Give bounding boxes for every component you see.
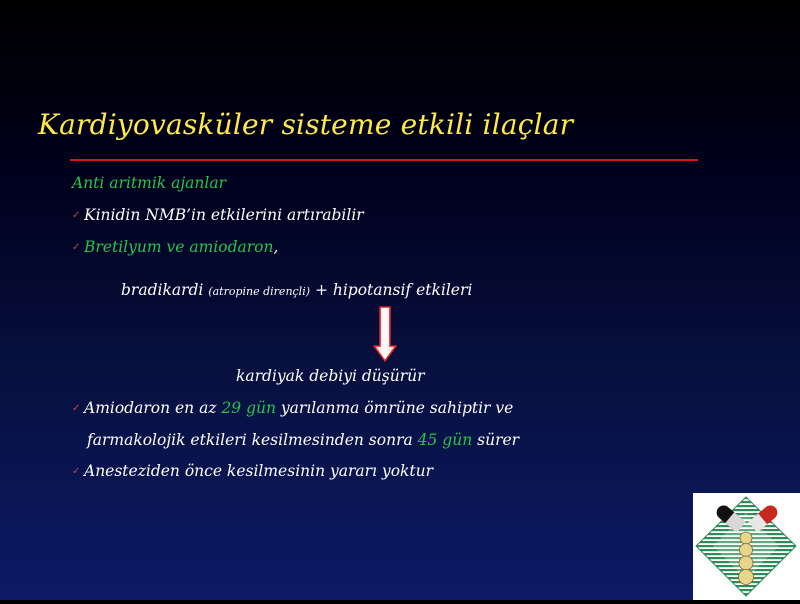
effect-small: (atropine dirençli) xyxy=(208,285,311,298)
effect-main: bradikardi xyxy=(121,281,209,299)
bullet-3-c: farmakolojik etkileri kesilmesinden sonra xyxy=(87,431,418,449)
bullet-3 xyxy=(72,399,513,417)
subheading: Anti aritmik ajanlar xyxy=(72,174,226,192)
bullet-4 xyxy=(72,462,433,480)
bullet-3-d: sürer xyxy=(472,431,520,449)
bullet-3-green-1: 29 gün xyxy=(221,399,276,417)
check-icon: ✓ xyxy=(72,403,81,414)
bullet-1-text: Kinidin NMB’in etkilerini artırabilir xyxy=(84,206,364,224)
check-icon: ✓ xyxy=(72,466,81,477)
bullet-4-text: Anesteziden önce kesilmesinin yararı yoktur xyxy=(84,462,434,480)
bullet-2 xyxy=(72,238,278,256)
check-icon: ✓ xyxy=(72,242,81,253)
bullet-3-continuation xyxy=(87,431,519,449)
bullet-1 xyxy=(72,206,364,224)
down-arrow-icon xyxy=(373,306,397,362)
bullet-2-green: Bretilyum ve amiodaron xyxy=(84,238,274,256)
bullet-3-green-2: 45 gün xyxy=(417,431,473,449)
logo-graphic xyxy=(693,493,800,600)
bullet-3-a: Amiodaron en az xyxy=(84,399,222,417)
check-icon: ✓ xyxy=(72,210,81,221)
bullet-2-comma: , xyxy=(273,238,279,256)
effect-line xyxy=(121,281,472,299)
slide-title: Kardiyovasküler sisteme etkili ilaçlar xyxy=(38,108,574,141)
result-line: kardiyak debiyi düşürür xyxy=(236,367,425,385)
title-rule xyxy=(70,159,698,161)
society-logo xyxy=(693,493,800,600)
effect-rest: + hipotansif etkileri xyxy=(310,281,473,299)
bullet-3-b: yarılanma ömrüne sahiptir ve xyxy=(275,399,514,417)
